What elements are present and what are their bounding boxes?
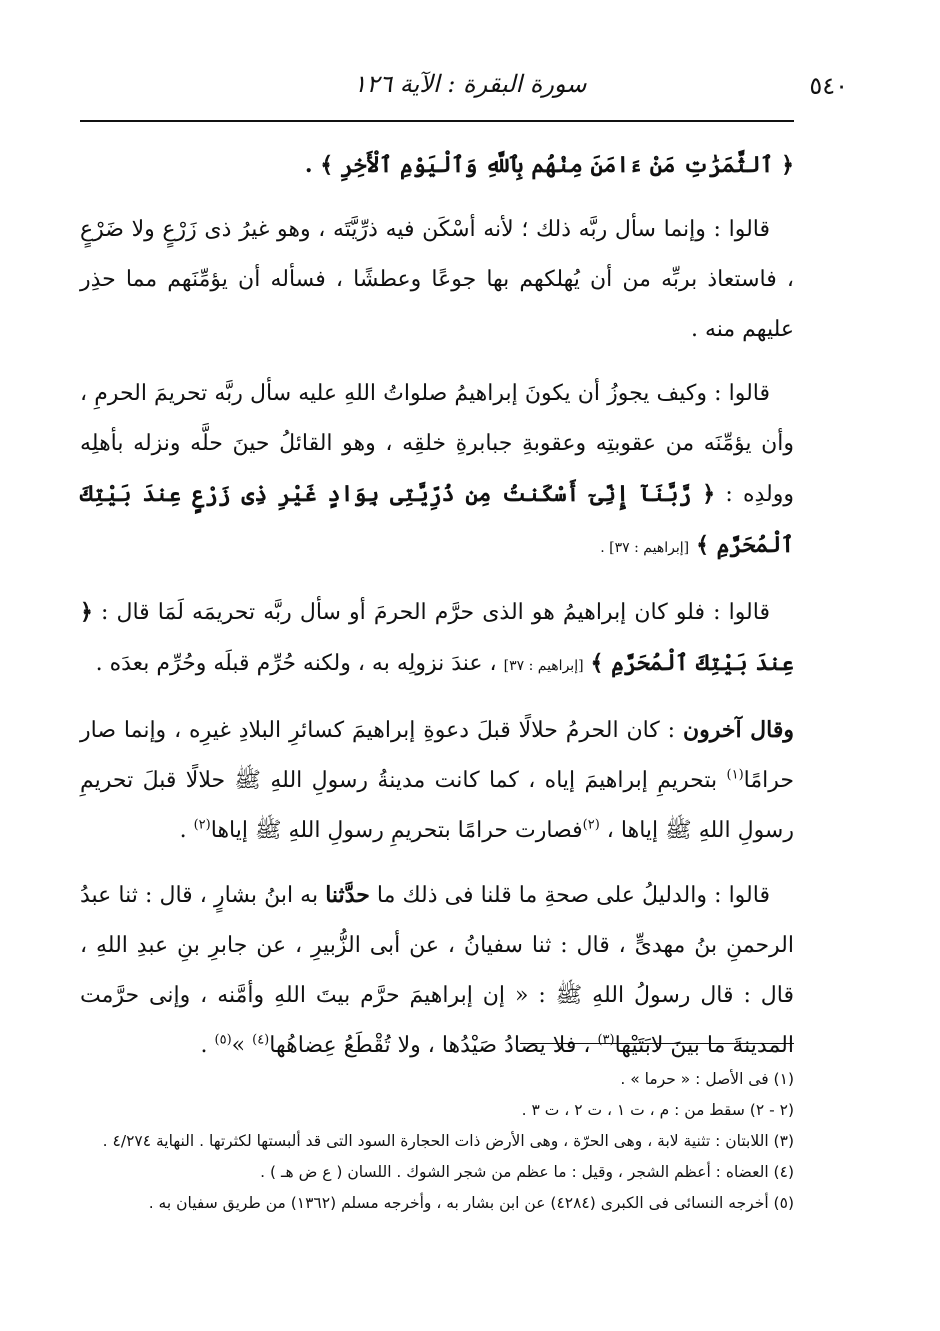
paragraph-4-text-b: ، عندَ نزولِه به ، ولكنه حُرِّم قبلَه وحُرِّم بعدَه .	[95, 651, 497, 676]
footnote-rule	[520, 1043, 794, 1044]
isnad-keyword: حدَّثنا	[325, 882, 370, 908]
running-header: سورة البقرة : الآية ١٢٦	[353, 70, 587, 98]
verse-reference: [إبراهيم : ٣٧] .	[600, 540, 690, 556]
paragraph-5-lead: وقال آخرون	[682, 717, 794, 743]
footnote-marker: (١)	[726, 767, 744, 783]
footnote-marker: (٤)	[252, 1032, 270, 1048]
paragraph-4-text-a: قالوا : فلو كان إبراهيمُ هو الذى حرَّم الحرمَ أو سأل ربَّه تحريمَه لَمَا قال :	[100, 600, 770, 625]
footnotes	[72, 1064, 794, 1219]
quran-verse: ﴿ رَّبَّنَآ إِنِّىٓ أَسْكَنتُ مِن ذُرِّيَّتِى بِوَادٍ غَيْرِ ذِى زَرْعٍ عِندَ بَيْتِكَ ٱلْمُحَرَّمِ ﴾	[80, 481, 794, 558]
footnote-5: (٥) أخرجه النسائى فى الكبرى (٤٢٨٤) عن ابن بشار به ، وأخرجه مسلم (١٣٦٢) من طريق سفيان به .	[148, 1194, 794, 1212]
paragraph-6-text-e: .	[200, 1033, 208, 1058]
paragraph-3	[80, 369, 794, 573]
paragraph-6-text-b: به ابنُ بشارٍ ، قال : ثنا عبدُ الرحمنِ بنُ مهدىٍّ ، قال : ثنا سفيانُ ، عن أبى الزُّبيرِ ، عن جابرِ بنِ عبدِ اللهِ ، قال : قال رسولُ اللهِ ﷺ : « إن إبراهيمَ حرَّم بيتَ اللهِ وأمَّنه ، وإنى حرَّمت المدينةَ ما بينَ لابَتَيْها	[80, 883, 794, 1058]
paragraph-5-text-a: : كان الحرمُ حلالًا قبلَ دعوةِ إبراهيمَ كسائرِ البلادِ غيرِه ، وإنما صار حرامًا	[80, 718, 794, 793]
quran-verse: ﴿ ٱلثَّمَرَٰتِ مَنْ ءَامَنَ مِنْهُم بِٱللَّهِ وَٱلْيَوْمِ ٱلْأَخِرِ ﴾ .	[304, 152, 794, 178]
footnote-marker: (٢)	[582, 817, 600, 833]
paragraph-6	[80, 870, 794, 1071]
paragraph-6-text-a: قالوا : والدليلُ على صحةِ ما قلنا فى ذلك ما	[376, 883, 770, 908]
paragraph-6-text-c: ، فلا يصادُ صَيْدُها ، ولا تُقْطَعُ عِضاهُها	[269, 1033, 591, 1058]
paragraph-5-text-d: .	[179, 818, 187, 843]
header-rule	[80, 120, 794, 122]
paragraph-6-text-d: »	[231, 1033, 246, 1058]
footnote-marker: (٣)	[597, 1032, 615, 1048]
paragraph-2-text: قالوا : وإنما سأل ربَّه ذلك ؛ لأنه أسْكَن فيه ذرِّيَّتَه ، وهو غيرُ ذى زَرْعٍ ولا ضَرْعٍ ، فاستعاذ بربِّه من أن يُهلكهم بها جوعًا وعطشًا ، فسأله أن يؤمِّنَهم مما حذِر عليهم منه .	[80, 217, 794, 342]
paragraph-1	[80, 140, 794, 191]
main-text	[80, 140, 794, 1081]
footnote-3: (٣) اللابتان : تثنية لابة ، وهى الحرّة ، وهى الأرض ذات الحجارة السود التى قد ألبستها لكثرتها . النهاية ٤/٢٧٤ .	[102, 1132, 794, 1150]
paragraph-4	[80, 587, 794, 691]
paragraph-5-text-c: فصارت حرامًا بتحريمِ رسولِ اللهِ ﷺ إياها	[210, 818, 583, 843]
paragraph-5	[80, 705, 794, 856]
footnote-2: (٢ - ٢) سقط من : م ، ت ١ ، ت ٢ ، ت ٣ .	[521, 1101, 794, 1119]
paragraph-2	[80, 205, 794, 355]
verse-reference: [إبراهيم : ٣٧]	[503, 658, 584, 674]
footnote-marker: (٥)	[214, 1032, 232, 1048]
footnote-marker: (٢)	[193, 817, 211, 833]
paragraph-5-text-b: بتحريمِ إبراهيمَ إياه ، كما كانت مدينةُ رسولِ اللهِ ﷺ حلالًا قبلَ تحريمِ رسولِ اللهِ ﷺ إياها ،	[80, 768, 794, 843]
footnote-1: (١) فى الأصل : « حرما » .	[620, 1070, 794, 1088]
paragraph-3-text: قالوا : وكيف يجوزُ أن يكونَ إبراهيمُ صلواتُ اللهِ عليه سأل ربَّه تحريمَ الحرمِ ، وأن يؤمِّنَه من عقوبتِه وعقوبةِ جبابرةِ خلقِه ، وهو القائلُ حينَ حلَّه ونزله بأهلِه وولدِه :	[80, 381, 794, 507]
footnote-4: (٤) العضاه : أعظم الشجر ، وقيل : ما عظم من شجر الشوك . اللسان ( ع ض هـ ) .	[260, 1163, 794, 1181]
quran-verse: ﴿ عِندَ بَيْتِكَ ٱلْمُحَرَّمِ ﴾	[80, 599, 794, 676]
page-number: ٥٤٠	[809, 72, 848, 100]
